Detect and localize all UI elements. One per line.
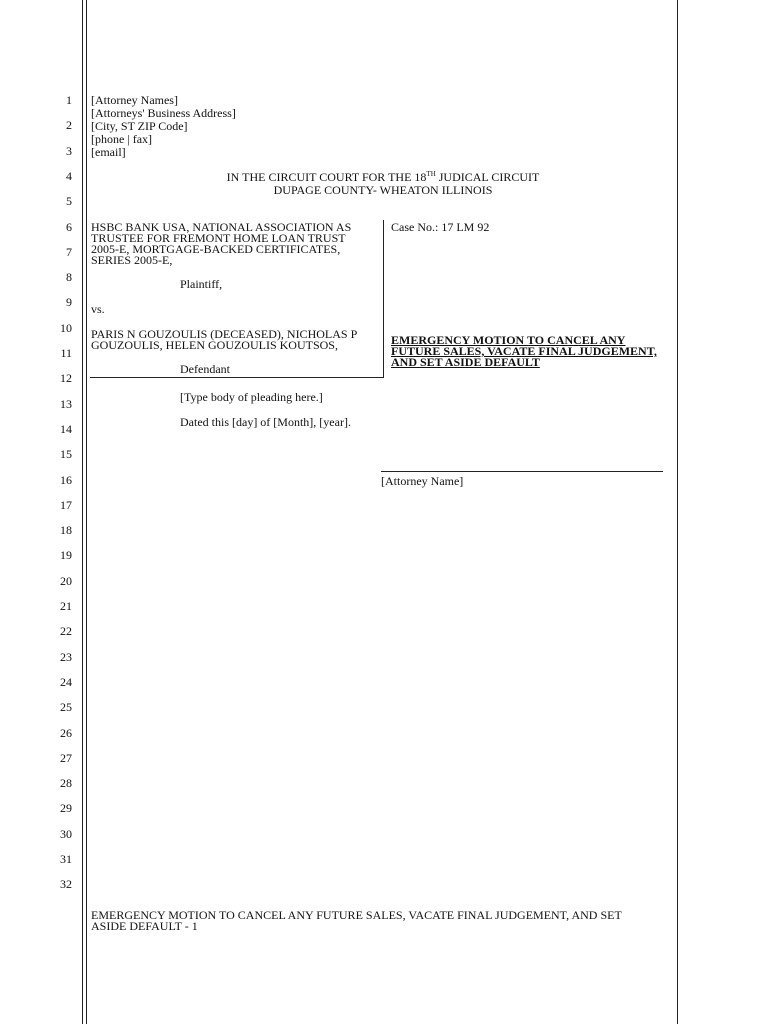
attorney-names: [Attorney Names] xyxy=(91,93,178,107)
signature-attorney-name: [Attorney Name] xyxy=(381,474,464,488)
line-number: 2 xyxy=(66,118,72,133)
court-county-line: DUPAGE COUNTY- WHEATON ILLINOIS xyxy=(273,183,493,197)
line-number: 8 xyxy=(66,270,72,285)
line-number: 28 xyxy=(60,776,72,791)
line-number: 27 xyxy=(60,750,72,765)
court-line1-post: JUDICAL CIRCUIT xyxy=(435,170,540,184)
line-number: 13 xyxy=(60,396,72,411)
line-number: 14 xyxy=(60,421,72,436)
line-number: 11 xyxy=(60,346,72,360)
line-number: 24 xyxy=(60,674,72,689)
dated-line: Dated this [day] of [Month], [year]. xyxy=(180,415,351,429)
line-number: 25 xyxy=(60,700,72,715)
line-number: 22 xyxy=(60,624,72,639)
court-line1-sup: TH xyxy=(426,170,436,178)
case-number: Case No.: 17 LM 92 xyxy=(391,220,490,234)
attorney-city: [City, ST ZIP Code] xyxy=(91,119,188,133)
line-number: 18 xyxy=(60,523,72,538)
line-number: 4 xyxy=(66,168,72,183)
signature-line xyxy=(381,471,663,472)
attorney-email: [email] xyxy=(91,145,126,159)
line-number: 32 xyxy=(60,877,72,892)
line-number: 20 xyxy=(60,573,72,588)
line-number: 12 xyxy=(60,371,72,386)
line-number: 9 xyxy=(66,295,72,310)
line-number: 17 xyxy=(60,497,72,512)
line-number: 1 xyxy=(66,93,72,107)
right-margin-rule xyxy=(677,0,678,1024)
line-number: 6 xyxy=(66,219,72,234)
line-number: 3 xyxy=(66,143,72,158)
left-margin-rule-outer xyxy=(82,0,83,1024)
line-number: 31 xyxy=(60,852,72,866)
defendant-name: PARIS N GOUZOULIS (DECEASED), NICHOLAS P GOUZOULIS, HELEN GOUZOULIS KOUTSOS, xyxy=(91,327,358,352)
line-number: 23 xyxy=(60,649,72,664)
caption-bottom-rule xyxy=(90,377,384,378)
line-number: 15 xyxy=(60,447,72,462)
attorney-phone: [phone | fax] xyxy=(91,132,153,146)
line-number: 19 xyxy=(60,548,72,563)
court-name-line xyxy=(86,171,680,183)
page-footer: EMERGENCY MOTION TO CANCEL ANY FUTURE SALES, VACATE FINAL JUDGEMENT, AND SET ASIDE DEFAULT - 1 xyxy=(91,908,622,933)
attorney-address: [Attorneys' Business Address] xyxy=(91,106,236,120)
line-number: 21 xyxy=(60,599,72,613)
line-number: 26 xyxy=(60,725,72,740)
line-number: 5 xyxy=(66,194,72,209)
body-placeholder: [Type body of pleading here.] xyxy=(180,390,323,404)
defendant-label: Defendant xyxy=(180,362,230,376)
caption-divider xyxy=(383,220,384,377)
line-number: 10 xyxy=(60,320,72,335)
motion-title: EMERGENCY MOTION TO CANCEL ANY FUTURE SALES, VACATE FINAL JUDGEMENT, AND SET ASIDE DEFAULT xyxy=(391,333,657,369)
plaintiff-name: HSBC BANK USA, NATIONAL ASSOCIATION AS TRUSTEE FOR FREMONT HOME LOAN TRUST 2005-E, MORTGAGE-BACKED CERTIFICATES, SERIES 2005-E, xyxy=(91,220,352,267)
versus-label: vs. xyxy=(91,302,105,316)
line-number: 30 xyxy=(60,826,72,841)
court-line1-pre: IN THE CIRCUIT COURT FOR THE 18 xyxy=(226,170,427,184)
line-number: 16 xyxy=(60,472,72,487)
line-number: 7 xyxy=(66,244,72,259)
plaintiff-label: Plaintiff, xyxy=(180,277,223,291)
line-number: 29 xyxy=(60,801,72,816)
left-margin-rule-inner xyxy=(86,0,87,1024)
